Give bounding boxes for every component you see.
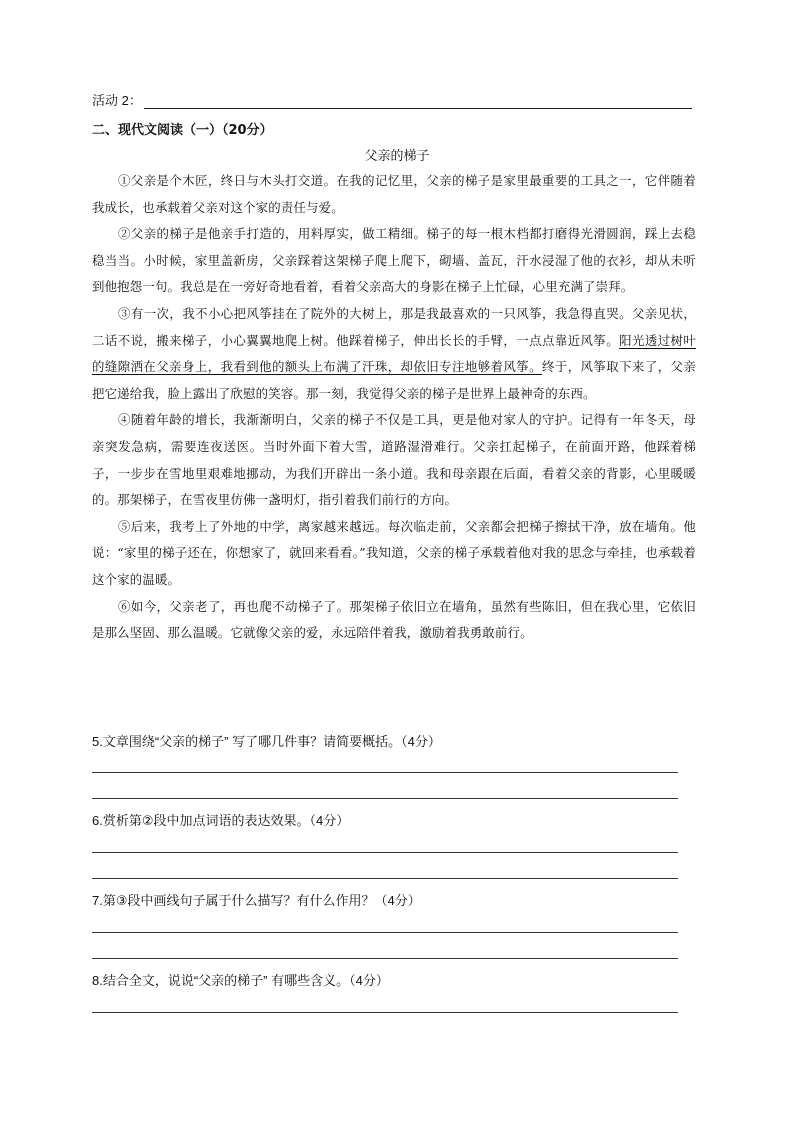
paragraph-3 xyxy=(92,301,696,407)
paragraph-1: ①父亲是个木匠，终日与木头打交道。在我的记忆里，父亲的梯子是家里最重要的工具之一，它伴随着我成长，也承载着父亲对这个家的责任与爱。 xyxy=(92,173,696,215)
activity-line xyxy=(92,90,692,109)
question-6: 6.赏析第②段中加点词语的表达效果。（4分） xyxy=(92,813,350,828)
answer-line[interactable] xyxy=(92,798,678,799)
answer-line[interactable] xyxy=(92,958,678,959)
answer-line[interactable] xyxy=(92,932,678,933)
paragraph-3-before: ③有一次，我不小心把风筝挂在了院外的大树上，那是我最喜欢的一只风筝，我急得直哭。父亲见状，二话不说，搬来梯子，小心翼翼地爬上树。他踩着梯子，伸出长长的手臂，一点点靠近风筝。 xyxy=(92,305,696,348)
answer-line[interactable] xyxy=(92,1012,678,1013)
question-8: 8.结合全文，说说“父亲的梯子” 有哪些含义。（4分） xyxy=(92,973,389,988)
paragraph-6: ⑥如今，父亲老了，再也爬不动梯子了。那架梯子依旧立在墙角，虽然有些陈旧，但在我心里，它依旧是那么坚固、那么温暖。它就像父亲的爱，永远陪伴着我，激励着我勇敢前行。 xyxy=(92,598,696,641)
underlined-sentence: 阳光透过树叶的缝隙洒在父亲身上，我看到他的额头上布满了汗珠，却依旧专注地够着风筝。 xyxy=(92,332,696,375)
question-5: 5.文章围绕“父亲的梯子” 写了哪几件事？请简要概括。（4分） xyxy=(92,734,441,749)
paragraph-4: ④随着年龄的增长，我渐渐明白，父亲的梯子不仅是工具，更是他对家人的守护。记得有一年冬天，母亲突发急病，需要连夜送医。当时外面下着大雪，道路湿滑难行。父亲扛起梯子，在前面开路，他踩着梯子，一步步在雪地里艰难地挪动，为我们开辟出一条小道。我和母亲跟在后面，看着父亲的背影，心里暖暖的。那架梯子，在雪夜里仿佛一盏明灯，指引着我们前行的方向。 xyxy=(92,412,696,508)
question-7: 7.第③段中画线句子属于什么描写？有什么作用？（4分） xyxy=(92,893,421,908)
paragraph-2: ②父亲的梯子是他亲手打造的，用料厚实，做工精细。梯子的每一根木档都打磨得光滑圆润，踩上去稳稳当当。小时候，家里盖新房，父亲踩着这架梯子爬上爬下，砌墙、盖瓦，汗水浸湿了他的衣衫，却从未听到他抱怨一句。我总是在一旁好奇地看着，看着父亲高大的身影在梯子上忙碌，心里充满了崇拜。 xyxy=(92,226,696,295)
answer-line[interactable] xyxy=(92,878,678,879)
answer-line[interactable] xyxy=(92,772,678,773)
section-heading: 二、现代文阅读（一）（20分） xyxy=(92,123,273,138)
activity-label: 活动 2： xyxy=(92,93,142,108)
paragraph-3-after: 终于，风筝取下来了，父亲把它递给我，脸上露出了欣慰的笑容。那一刻，我觉得父亲的梯子是世界上最神奇的东西。 xyxy=(92,359,696,401)
article-body xyxy=(92,168,696,647)
answer-line[interactable] xyxy=(92,852,678,853)
article-title: 父亲的梯子 xyxy=(364,149,430,164)
paragraph-5: ⑤后来，我考上了外地的中学，离家越来越远。每次临走前，父亲都会把梯子擦拭干净，放在墙角。他说：“家里的梯子还在，你想家了，就回来看看。”我知道，父亲的梯子承载着他对我的思念与牵挂，也承载着这个家的温暖。 xyxy=(92,518,696,587)
activity-answer-line[interactable] xyxy=(144,94,692,109)
